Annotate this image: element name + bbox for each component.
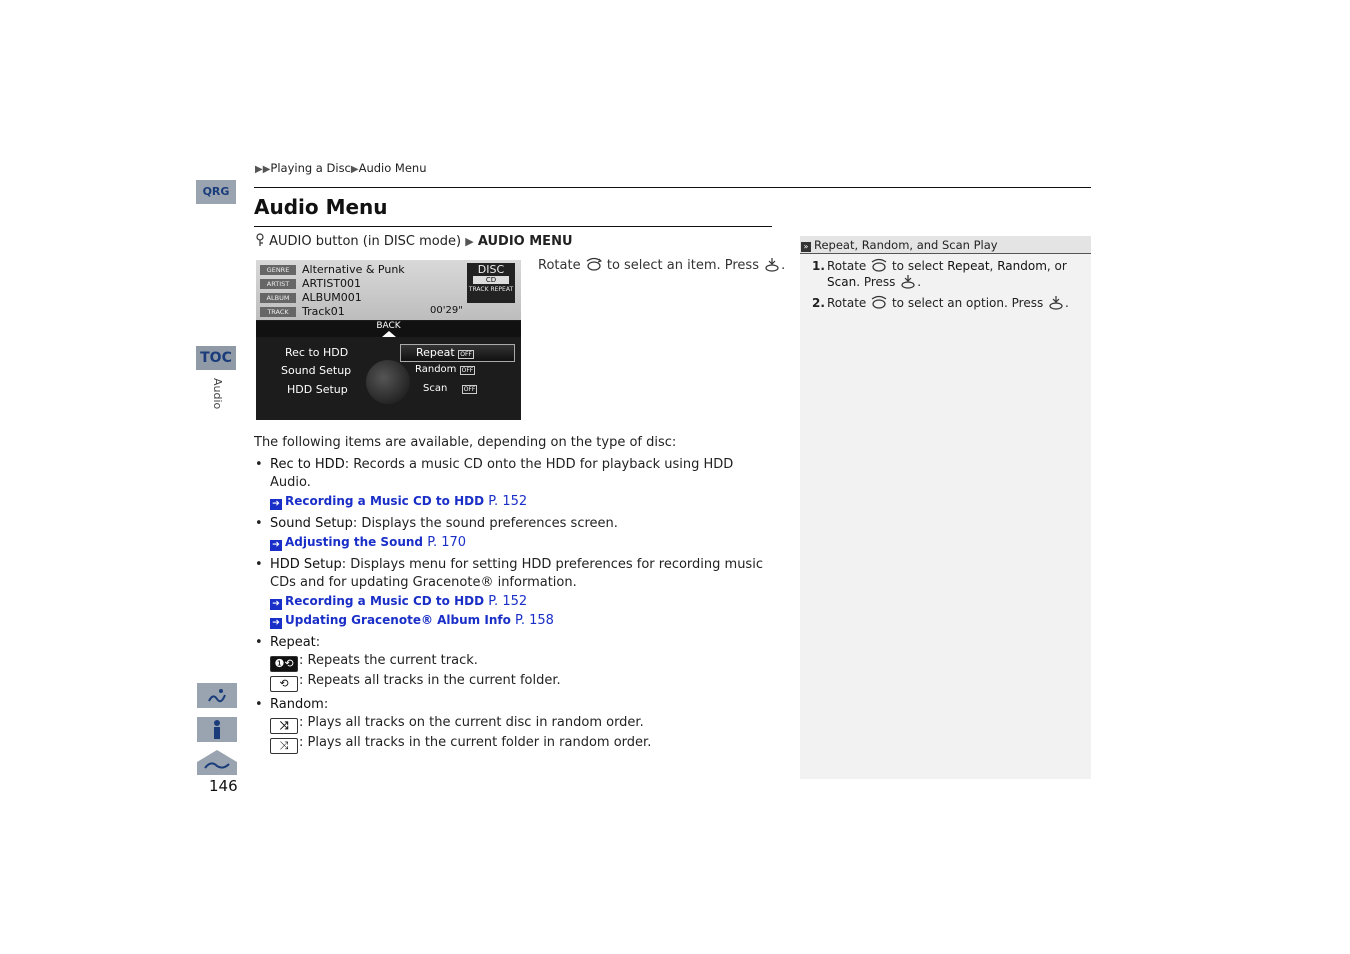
xref-recording-music-cd[interactable]: [270, 592, 772, 611]
mode-desc: : Plays all tracks in the current folder in random order.: [299, 735, 652, 750]
repeat-off: OFF: [460, 351, 472, 358]
instruction: [538, 257, 785, 273]
repeat-button[interactable]: [416, 346, 474, 359]
item-term: Random: [270, 697, 324, 712]
menu-path-target: AUDIO MENU: [477, 234, 573, 249]
menu-path-arrow: ▶: [465, 235, 474, 248]
home-tab[interactable]: [197, 750, 237, 775]
instruction-mid: to select an item. Press: [606, 258, 759, 273]
screen-track-row: [260, 305, 345, 318]
instruction-end: .: [781, 258, 786, 273]
xref-arrow-icon: ➔: [270, 499, 282, 510]
menu-path: [255, 233, 573, 249]
screen-album-row: [260, 291, 362, 304]
screen-artist-row: [260, 277, 361, 290]
list-item-rec-to-hdd: [254, 456, 772, 511]
info-icon: [197, 717, 237, 742]
elapsed-time: 00'29": [430, 305, 463, 316]
cd-label: CD: [473, 276, 509, 284]
breadcrumb-sep: ▶: [350, 164, 359, 175]
scan-off: OFF: [463, 386, 476, 393]
option-repeat: Repeat: [947, 259, 990, 273]
voice-icon: [197, 683, 237, 708]
artist-tag: ARTIST: [260, 279, 296, 289]
press-knob-icon: [763, 257, 781, 272]
press-knob-icon: [1047, 295, 1065, 310]
side-note: [800, 236, 1091, 779]
voice-command-tab[interactable]: [197, 683, 237, 708]
xref-recording-music-cd[interactable]: [270, 492, 772, 511]
xref-arrow-icon: ➔: [270, 618, 282, 629]
xref-updating-gracenote[interactable]: [270, 611, 772, 630]
track-repeat-label: TRACK REPEAT: [468, 286, 514, 293]
step-post: . Press: [856, 275, 896, 289]
item-desc: : Records a music CD onto the HDD for playback using HDD Audio.: [270, 457, 734, 490]
step-pre: Rotate: [827, 296, 867, 310]
xref-page: P. 158: [515, 613, 554, 628]
random-button[interactable]: [415, 364, 475, 375]
track-value: Track01: [302, 305, 345, 318]
album-tag: ALBUM: [260, 293, 296, 303]
xref-page: P. 152: [488, 494, 528, 509]
note-icon: »: [801, 242, 811, 252]
back-label: BACK: [376, 321, 401, 331]
breadcrumb: [255, 161, 427, 175]
item-term: Sound Setup: [270, 516, 353, 531]
header-rule: [254, 187, 1091, 188]
breadcrumb-current: Audio Menu: [358, 161, 427, 175]
shuffle-folder-icon: ⤨: [270, 738, 298, 754]
item-term: Repeat: [270, 635, 316, 650]
back-button[interactable]: [256, 321, 521, 337]
screen-genre-row: [260, 263, 405, 276]
scan-button[interactable]: [423, 383, 477, 394]
sep: , or: [1046, 259, 1067, 273]
artist-value: ARTIST001: [302, 277, 362, 290]
xref-label: Recording a Music CD to HDD: [285, 494, 485, 508]
info-tab[interactable]: [197, 717, 237, 742]
xref-label: Updating Gracenote® Album Info: [285, 613, 511, 627]
repeat-track-mode: [270, 652, 772, 672]
xref-label: Recording a Music CD to HDD: [285, 594, 485, 608]
note-step-2: [812, 295, 1082, 311]
note-step-1: [812, 258, 1082, 290]
bullet: •: [255, 635, 263, 650]
xref-page: P. 170: [427, 535, 467, 550]
repeat-folder-icon: ⟲: [270, 676, 298, 692]
note-body: [812, 258, 1082, 316]
mode-desc: : Repeats the current track.: [299, 653, 478, 668]
list-item-random: [254, 696, 772, 754]
item-desc: :: [323, 697, 329, 712]
xref-arrow-icon: ➔: [270, 599, 282, 610]
press-knob-icon: [899, 274, 917, 289]
option-random: Random: [997, 259, 1047, 273]
qrg-tab[interactable]: QRG: [196, 180, 236, 204]
toc-tab[interactable]: TOC: [196, 346, 236, 370]
audio-menu-screen: [256, 260, 521, 420]
step-end: .: [917, 275, 922, 289]
repeat-label: Repeat: [416, 346, 455, 359]
note-heading-text: Repeat, Random, and Scan Play: [814, 238, 998, 252]
album-value: ALBUM001: [302, 291, 362, 304]
control-knob-icon: [366, 360, 410, 404]
rotate-knob-icon: [585, 257, 603, 272]
list-item-sound-setup: [254, 515, 772, 552]
list-item-repeat: [254, 634, 772, 692]
genre-value: Alternative & Punk: [302, 263, 405, 276]
breadcrumb-parent[interactable]: Playing a Disc: [270, 161, 351, 175]
home-icon: [197, 750, 237, 775]
item-desc: :: [315, 635, 321, 650]
mode-desc: : Repeats all tracks in the current folder.: [299, 673, 561, 688]
hdd-setup-button[interactable]: HDD Setup: [287, 383, 348, 396]
xref-label: Adjusting the Sound: [285, 535, 423, 549]
bullet: •: [255, 697, 263, 712]
step-mid: to select an option. Press: [891, 296, 1044, 310]
step-mid: to select: [891, 259, 944, 273]
step-number: 2.: [812, 296, 825, 310]
section-label: Audio: [211, 378, 224, 410]
item-term: HDD Setup: [270, 557, 342, 572]
xref-adjusting-sound[interactable]: [270, 533, 772, 552]
rec-to-hdd-button[interactable]: Rec to HDD: [285, 346, 349, 359]
page-title: Audio Menu: [254, 195, 388, 219]
sound-setup-button[interactable]: Sound Setup: [281, 364, 352, 377]
page-number: 146: [209, 777, 238, 795]
item-term: Rec to HDD: [270, 457, 345, 472]
xref-arrow-icon: ➔: [270, 540, 282, 551]
random-off: OFF: [461, 367, 474, 374]
item-desc: : Displays the sound preferences screen.: [352, 516, 618, 531]
bullet: •: [255, 557, 263, 572]
random-folder-mode: [270, 734, 772, 754]
up-arrow-icon: [382, 331, 396, 337]
rotate-knob-icon: [870, 258, 888, 273]
step-pre: Rotate: [827, 259, 867, 273]
bullet: •: [255, 457, 263, 472]
rotate-knob-icon: [870, 295, 888, 310]
repeat-folder-mode: [270, 672, 772, 692]
title-rule: [254, 226, 772, 227]
intro-text: The following items are available, depending on the type of disc:: [254, 435, 677, 450]
scan-label: Scan: [423, 383, 448, 394]
disc-indicator: [467, 263, 515, 303]
menu-path-prefix: AUDIO button (in DISC mode): [269, 234, 462, 249]
instruction-pre: Rotate: [538, 258, 581, 273]
random-label: Random: [415, 364, 457, 375]
step-number: 1.: [812, 259, 825, 273]
bullet: •: [255, 516, 263, 531]
list-item-hdd-setup: [254, 556, 772, 630]
disc-label: DISC: [477, 263, 505, 276]
track-tag: TRACK: [260, 307, 296, 317]
random-disc-mode: [270, 714, 772, 734]
key-icon: [255, 233, 265, 247]
sep: ,: [989, 259, 994, 273]
item-desc: : Displays menu for setting HDD preferences for recording music CDs and for updating Gracenote® information.: [270, 557, 763, 590]
option-scan: Scan: [827, 275, 857, 289]
step-end: .: [1065, 296, 1069, 310]
main-content: [254, 434, 772, 758]
genre-tag: GENRE: [260, 265, 296, 275]
xref-page: P. 152: [488, 594, 528, 609]
shuffle-disc-icon: ⤨: [270, 718, 298, 734]
note-heading: [800, 236, 1091, 254]
mode-desc: : Plays all tracks on the current disc in random order.: [299, 715, 644, 730]
repeat-track-icon: ❶⟲: [270, 656, 298, 672]
breadcrumb-arrows: ▶▶: [255, 164, 271, 175]
